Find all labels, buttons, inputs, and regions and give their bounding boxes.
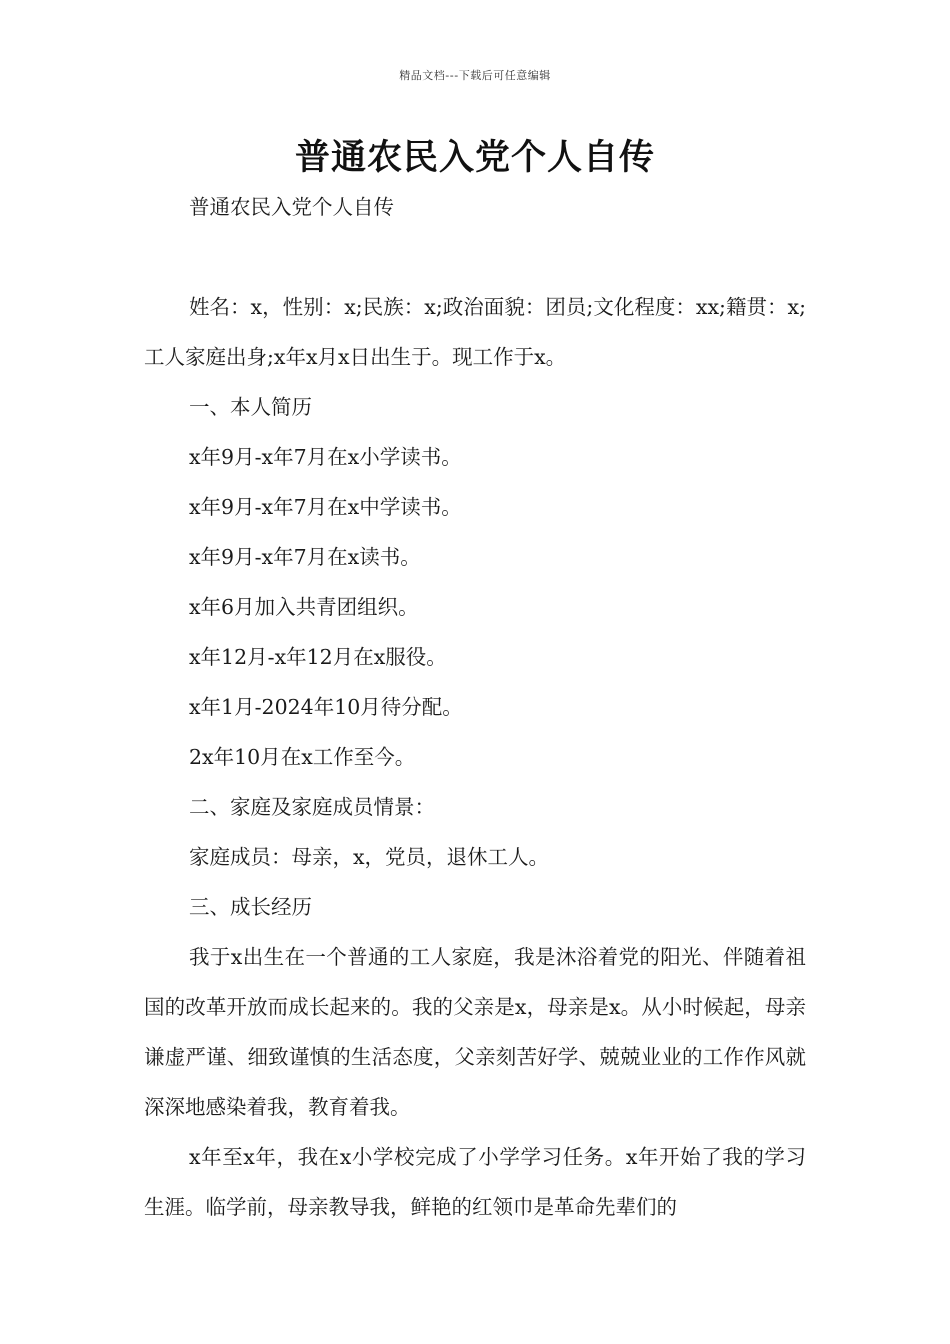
resume-item: x年9月-x年7月在x小学读书。 [189,445,462,469]
resume-item: x年1月-2024年10月待分配。 [189,695,463,719]
family-members-paragraph: 家庭成员：母亲，x，党员，退休工人。 [189,845,550,869]
section-heading-growth: 三、成长经历 [189,895,312,919]
growth-paragraph: 我于x出生在一个普通的工人家庭，我是沐浴着党的阳光、伴随着祖国的改革开放而成长起来的。我的父亲是x，母亲是x。从小时候起，母亲谦虚严谨、细致谨慎的生活态度，父亲刻苦好学、兢兢业业的工作作风就深深地感染着我，教育着我。 [144,945,806,1119]
section-heading-family: 二、家庭及家庭成员情景： [189,795,435,819]
subtitle-paragraph: 普通农民入党个人自传 [189,195,394,219]
resume-item: x年9月-x年7月在x读书。 [189,545,421,569]
resume-item: x年12月-x年12月在x服役。 [189,645,447,669]
document-body [144,182,806,1232]
resume-item: x年9月-x年7月在x中学读书。 [189,495,462,519]
personal-info-paragraph: 姓名：x，性别：x;民族：x;政治面貌：团员;文化程度：xx;籍贯：x;工人家庭出身;x年x月x日出生于。现工作于x。 [144,295,806,369]
resume-item: x年6月加入共青团组织。 [189,595,419,619]
document-title: 普通农民入党个人自传 [294,138,655,178]
resume-item: 2x年10月在x工作至今。 [189,745,416,769]
growth-paragraph: x年至x年，我在x小学校完成了小学学习任务。x年开始了我的学习生涯。临学前，母亲教导我，鲜艳的红领巾是革命先辈们的 [144,1145,806,1219]
section-heading-resume: 一、本人简历 [189,395,312,419]
header-note: 精品文档---下载后可任意编辑 [399,69,551,82]
